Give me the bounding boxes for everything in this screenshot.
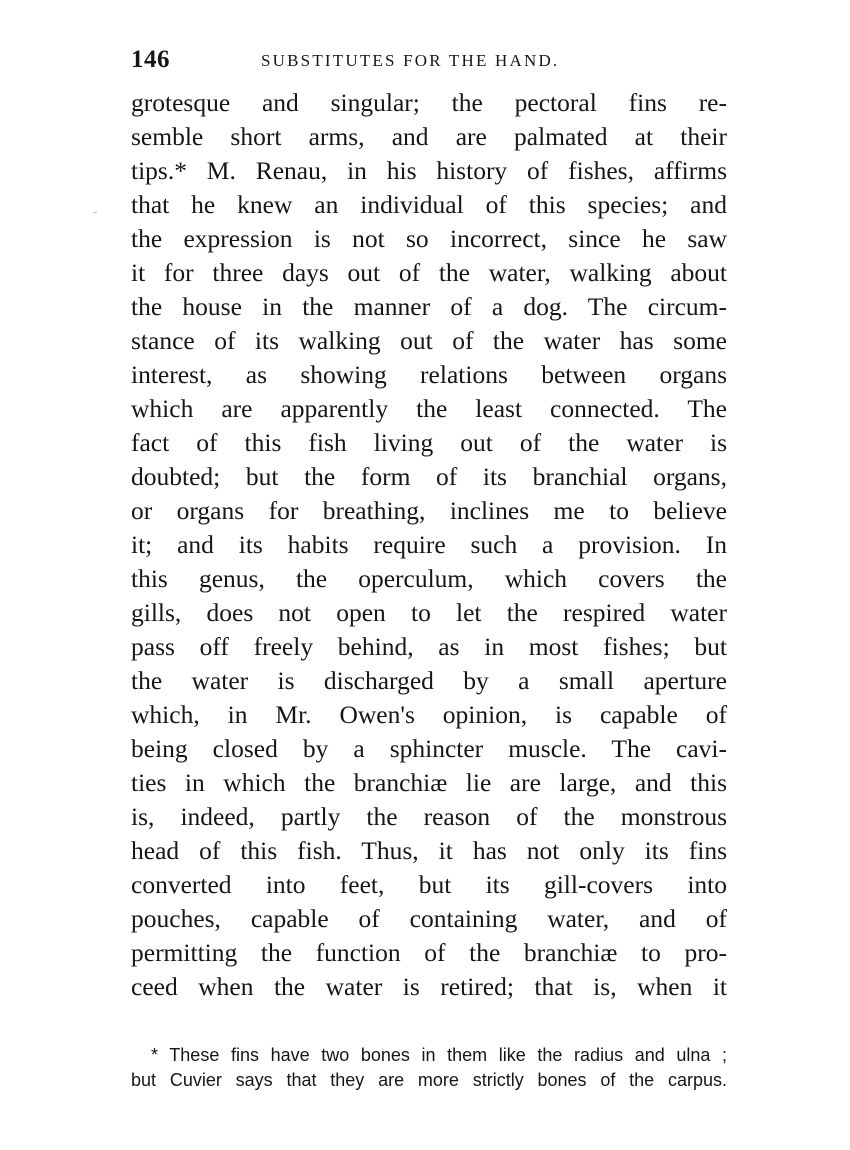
text-line: interest, as showing relations between organs	[131, 360, 727, 389]
text-line: fact of this fish living out of the water is	[131, 428, 727, 457]
text-line: or organs for breathing, inclines me to believe	[131, 496, 727, 525]
margin-speck	[93, 212, 97, 213]
text-line: gills, does not open to let the respired water	[131, 598, 727, 627]
text-line: it for three days out of the water, walking about	[131, 258, 727, 287]
footnote-line: but Cuvier says that they are more strictly bones of the carpus.	[131, 1070, 727, 1090]
text-line: tips.* M. Renau, in his history of fishes, affirms	[131, 156, 727, 185]
footnote	[131, 1043, 727, 1093]
text-line: head of this fish. Thus, it has not only its fins	[131, 836, 727, 865]
text-line: stance of its walking out of the water has some	[131, 326, 727, 355]
text-line: this genus, the operculum, which covers the	[131, 564, 727, 593]
page-header	[131, 46, 727, 76]
text-line: the water is discharged by a small aperture	[131, 666, 727, 695]
text-line: ceed when the water is retired; that is, when it	[131, 972, 727, 1001]
text-line: that he knew an individual of this species; and	[131, 190, 727, 219]
text-line: ties in which the branchiæ lie are large, and this	[131, 768, 727, 797]
text-line: which, in Mr. Owen's opinion, is capable of	[131, 700, 727, 729]
text-line: which are apparently the least connected. The	[131, 394, 727, 423]
page-number: 146	[131, 46, 170, 73]
text-line: the expression is not so incorrect, since he saw	[131, 224, 727, 253]
text-line: it; and its habits require such a provision. In	[131, 530, 727, 559]
text-line: being closed by a sphincter muscle. The cavi-	[131, 734, 727, 763]
text-line: permitting the function of the branchiæ to pro-	[131, 938, 727, 967]
text-line: pass off freely behind, as in most fishes; but	[131, 632, 727, 661]
running-head: SUBSTITUTES FOR THE HAND.	[261, 51, 560, 70]
text-line: converted into feet, but its gill-covers into	[131, 870, 727, 899]
text-line: doubted; but the form of its branchial organs,	[131, 462, 727, 491]
body-text	[131, 86, 727, 1004]
text-line: the house in the manner of a dog. The circum-	[131, 292, 727, 321]
text-line: semble short arms, and are palmated at their	[131, 122, 727, 151]
text-line: pouches, capable of containing water, and of	[131, 904, 727, 933]
text-line: is, indeed, partly the reason of the monstrous	[131, 802, 727, 831]
footnote-line: * These fins have two bones in them like the radius and ulna ;	[151, 1045, 727, 1065]
text-line: grotesque and singular; the pectoral fins re-	[131, 88, 727, 117]
